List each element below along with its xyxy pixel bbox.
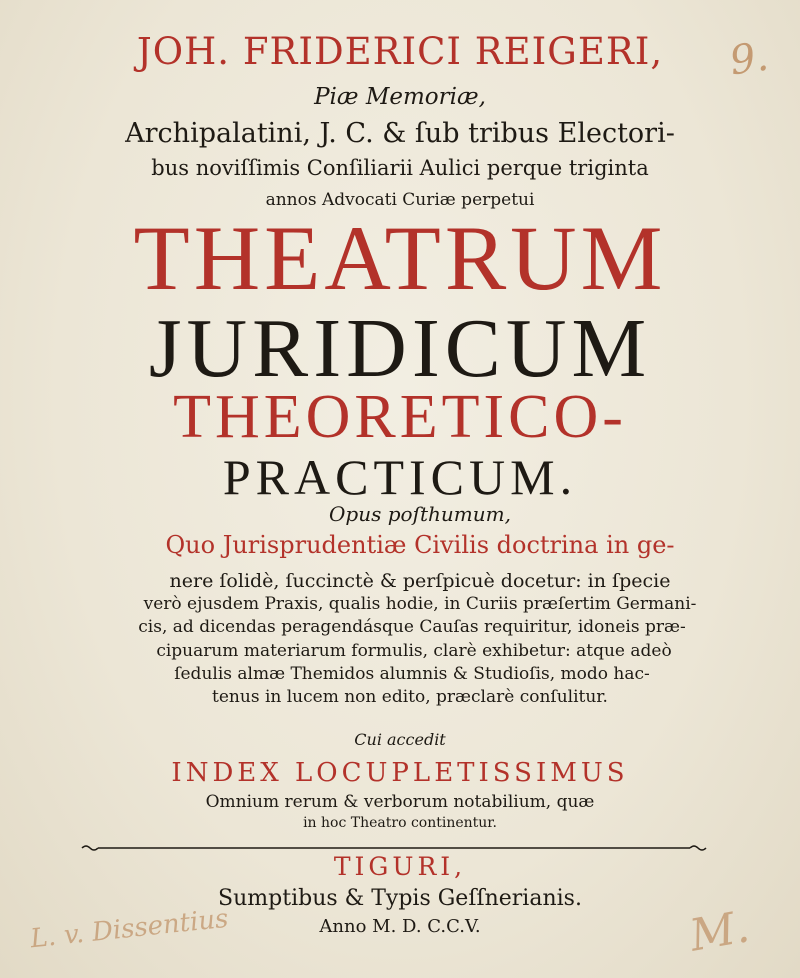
quo-line: Quo Jurisprudentiæ Civilis doctrina in ge- bbox=[165, 531, 675, 559]
body-line: ſedulis almæ Themidos alumnis & Studioſis, modo hac- bbox=[174, 664, 650, 684]
description-line-1: Archipalatini, J. C. & ſub tribus Electori- bbox=[125, 118, 675, 149]
imprint-publisher: Sumptibus & Typis Geſſnerianis. bbox=[218, 886, 582, 911]
title-theoretico: THEORETICO- bbox=[173, 383, 627, 451]
title-practicum: PRACTICUM. bbox=[222, 449, 578, 505]
body-line: tenus in lucem non edito, præclarè conſulitur. bbox=[212, 687, 608, 707]
title-theatrum: THEATRUM bbox=[133, 207, 667, 309]
title-juridicum: JURIDICUM bbox=[148, 302, 652, 395]
cui-accedit: Cui accedit bbox=[354, 730, 446, 749]
memoria-line: Piæ Memoriæ, bbox=[314, 84, 486, 110]
index-description-line-2: in hoc Theatro continentur. bbox=[303, 815, 497, 831]
body-line: verò ejusdem Praxis, qualis hodie, in Curiis præſertim Germani- bbox=[143, 594, 697, 614]
author-name: JOH. FRIDERICI REIGERI, bbox=[136, 30, 664, 73]
opus-posthumum: Opus poſthumum, bbox=[329, 502, 511, 526]
handwritten-shelfmark: 9. bbox=[726, 33, 772, 85]
index-description-line-1: Omnium rerum & verborum notabilium, quæ bbox=[205, 792, 595, 812]
body-line: cipuarum materiarum formulis, clarè exhibetur: atque adeò bbox=[156, 641, 672, 661]
handwritten-mark: M. bbox=[686, 901, 754, 962]
imprint-year: Anno M. D. C.C.V. bbox=[319, 916, 481, 937]
description-line-3: annos Advocati Curiæ perpetui bbox=[265, 190, 535, 210]
body-line: cis, ad dicendas peragendásque Cauſas requiritur, idoneis præ- bbox=[138, 617, 686, 637]
imprint-place: TIGURI, bbox=[333, 852, 467, 881]
index-heading: INDEX LOCUPLETISSIMUS bbox=[171, 758, 629, 788]
handwritten-ownership-note: L. v. Dissentius bbox=[28, 903, 230, 955]
body-line: nere ſolidè, ſuccinctè & perſpicuè docetur: in ſpecie bbox=[169, 570, 671, 592]
description-line-2: bus noviſſimis Conſiliarii Aulici perque triginta bbox=[151, 156, 649, 180]
